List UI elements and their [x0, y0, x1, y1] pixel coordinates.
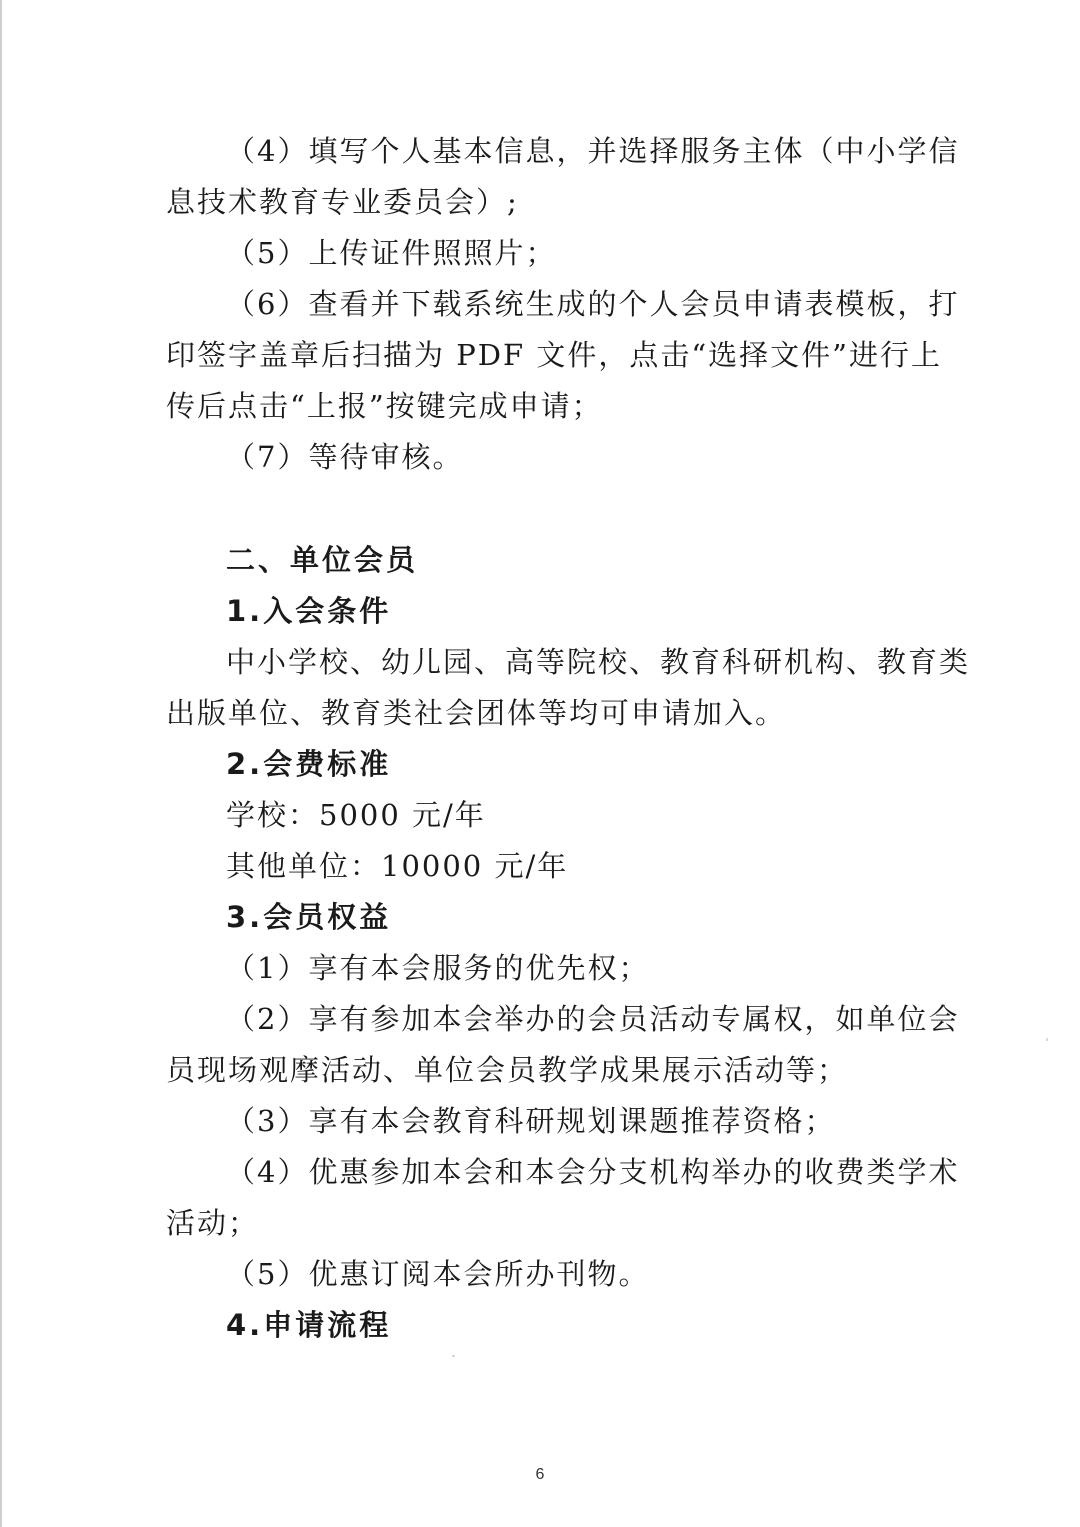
paragraph-line: 印签字盖章后扫描为 PDF 文件，点击“选择文件”进行上	[166, 338, 942, 372]
subsection-heading: 2.会费标准	[226, 747, 392, 781]
paragraph-line: （4）优惠参加本会和本会分支机构举办的收费类学术	[226, 1155, 960, 1189]
paragraph-line: 传后点击“上报”按键完成申请；	[166, 389, 603, 423]
paragraph-line: （5）上传证件照照片；	[226, 236, 557, 270]
subsection-heading: 4.申请流程	[226, 1308, 392, 1342]
paragraph-line: 学校：5000 元/年	[226, 798, 486, 832]
paragraph-line: 出版单位、教育类社会团体等均可申请加入。	[166, 696, 787, 730]
paragraph-line: （2）享有参加本会举办的会员活动专属权，如单位会	[226, 1002, 960, 1036]
paragraph-line: （3）享有本会教育科研规划课题推荐资格；	[226, 1104, 836, 1138]
paragraph-line: （4）填写个人基本信息，并选择服务主体（中小学信	[226, 134, 960, 168]
page-number: 6	[535, 1466, 545, 1483]
paragraph-line: （5）优惠订阅本会所办刊物。	[226, 1257, 650, 1291]
spacer	[166, 483, 926, 535]
paragraph-line: （7）等待审核。	[226, 440, 464, 474]
page-content	[166, 126, 971, 1351]
paragraph-line: 息技术教育专业委员会）;	[166, 185, 519, 219]
paragraph-line: 员现场观摩活动、单位会员教学成果展示活动等；	[166, 1053, 849, 1087]
paragraph-line: 中小学校、幼儿园、高等院校、教育科研机构、教育类	[226, 645, 971, 679]
scan-speck	[452, 1355, 455, 1357]
scan-speck	[1046, 1038, 1048, 1041]
paragraph-line: 活动；	[166, 1206, 260, 1240]
subsection-heading: 3.会员权益	[226, 900, 392, 934]
subsection-heading: 1.入会条件	[226, 594, 392, 628]
paragraph-line: 其他单位：10000 元/年	[226, 849, 569, 883]
scan-edge	[0, 0, 2, 1527]
paragraph-line: （6）查看并下载系统生成的个人会员申请表模板，打	[226, 287, 960, 321]
section-heading: 二、单位会员	[226, 543, 419, 577]
paragraph-line: （1）享有本会服务的优先权；	[226, 951, 650, 985]
